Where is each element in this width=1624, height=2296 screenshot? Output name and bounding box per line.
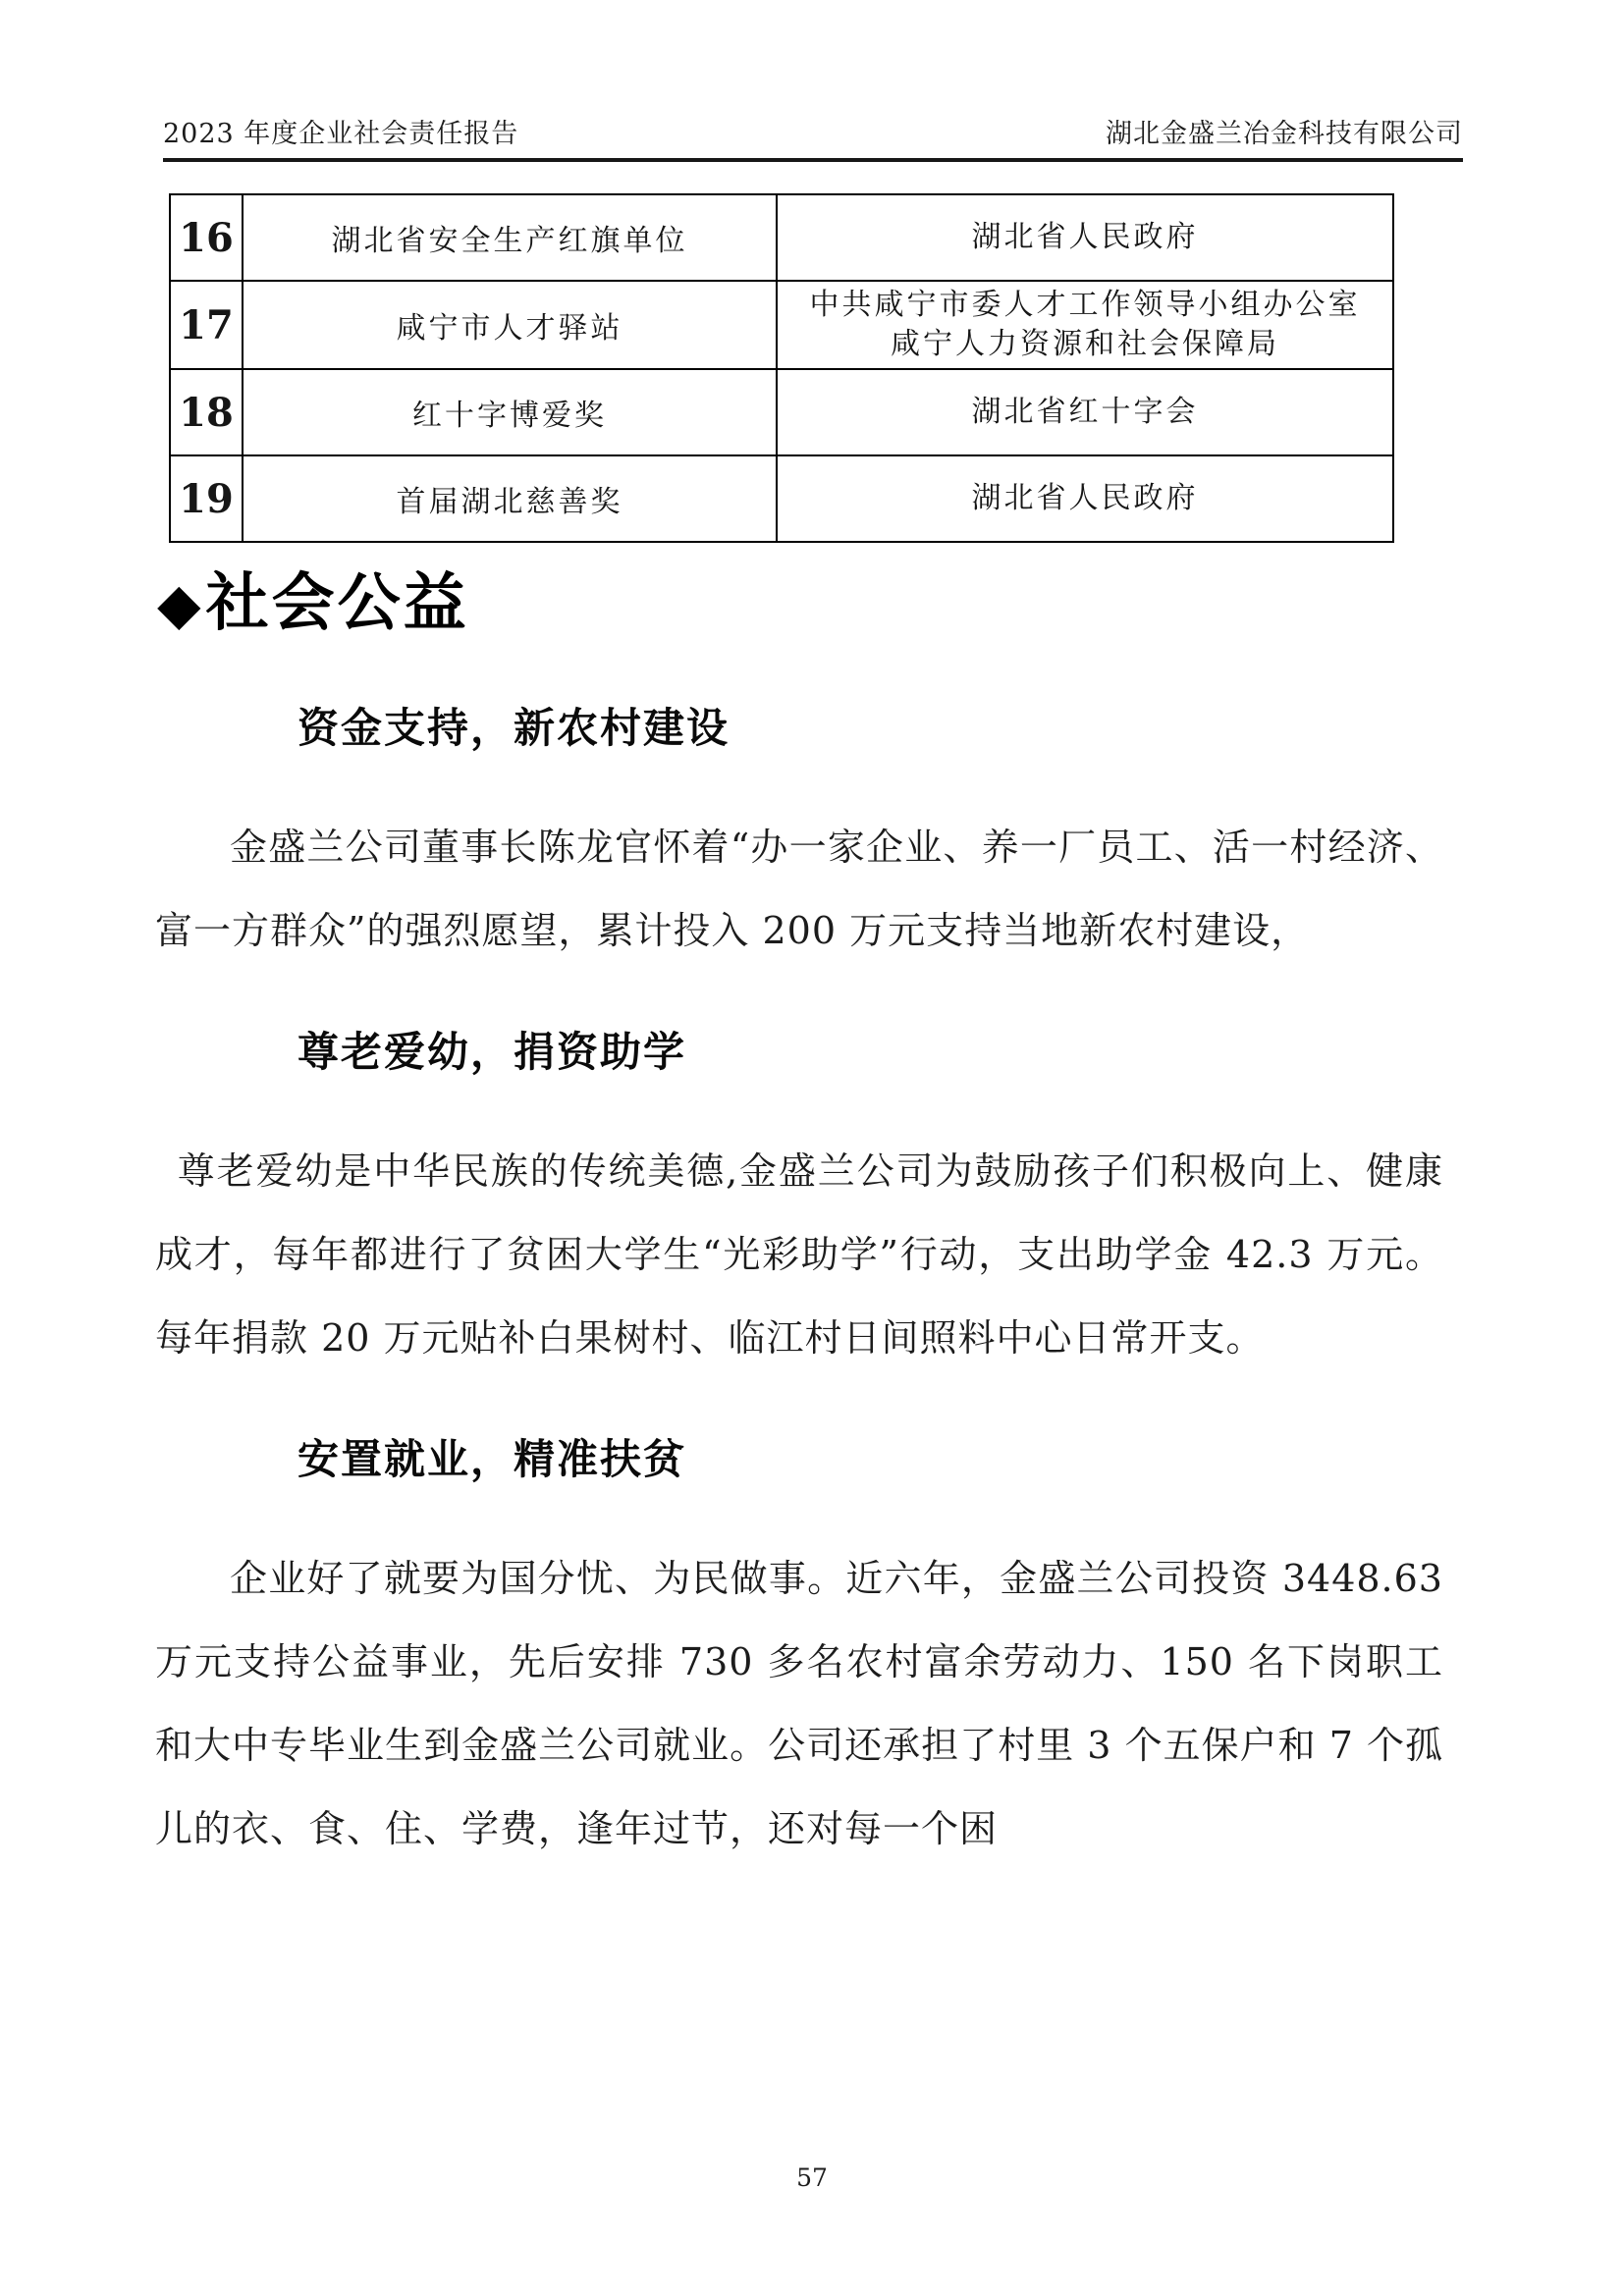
page-number: 57 xyxy=(796,2163,828,2192)
header-company-name: 湖北金盛兰冶金科技有限公司 xyxy=(1106,119,1463,149)
section-title xyxy=(157,559,1443,649)
subsection-heading-education: 尊老爱幼，捐资助学 xyxy=(298,1028,687,1076)
paragraph-employment: 企业好了就要为国分忧、为民做事。近六年，金盛兰公司投资 3448.63 万元支持公益事业，先后安排 730 多名农村富余劳动力、150 名下岗职工和大中专毕业生到金盛兰公司就业。公司还承担了村里 3 个五保户和 7 个孤儿的衣、食、住、学费，逢年过节，还对每一个困 xyxy=(155,1557,1443,1850)
award-no-cell: 19 xyxy=(170,455,243,542)
paragraph-funding: 金盛兰公司董事长陈龙官怀着“办一家企业、养一厂员工、活一村经济、富一方群众”的强烈愿望，累计投入 200 万元支持当地新农村建设， xyxy=(155,826,1443,952)
award-no-cell: 16 xyxy=(170,194,243,281)
award-name-cell: 首届湖北慈善奖 xyxy=(243,455,777,542)
award-no-cell: 17 xyxy=(170,281,243,369)
issuer-line: 湖北省人民政府 xyxy=(971,220,1199,254)
award-no-cell: 18 xyxy=(170,369,243,455)
table-row xyxy=(170,369,1393,455)
issuer-line: 中共咸宁市委人才工作领导小组办公室 xyxy=(809,288,1361,322)
section-title-text: 社会公益 xyxy=(205,566,469,640)
award-issuer-cell xyxy=(777,281,1393,369)
subsection-heading-employment: 安置就业，精准扶贫 xyxy=(298,1435,687,1483)
award-issuer-cell xyxy=(777,369,1393,455)
table-row xyxy=(170,281,1393,369)
diamond-bullet-icon: ◆ xyxy=(157,570,204,637)
issuer-line: 咸宁人力资源和社会保障局 xyxy=(891,327,1279,361)
award-name-cell: 咸宁市人才驿站 xyxy=(243,281,777,369)
award-issuer-cell xyxy=(777,455,1393,542)
award-name-cell: 红十字博爱奖 xyxy=(243,369,777,455)
subsection-heading-funding: 资金支持，新农村建设 xyxy=(298,704,731,752)
awards-table xyxy=(169,193,1394,543)
header-report-title: 2023 年度企业社会责任报告 xyxy=(163,119,519,149)
award-issuer-cell xyxy=(777,194,1393,281)
table-row xyxy=(170,455,1393,542)
page-header xyxy=(163,112,1463,162)
award-name-cell: 湖北省安全生产红旗单位 xyxy=(243,194,777,281)
issuer-line: 湖北省红十字会 xyxy=(971,395,1199,429)
table-row xyxy=(170,194,1393,281)
issuer-line: 湖北省人民政府 xyxy=(971,481,1199,515)
paragraph-education: 尊老爱幼是中华民族的传统美德,金盛兰公司为鼓励孩子们积极向上、健康成才，每年都进行了贫困大学生“光彩助学”行动，支出助学金 42.3 万元。每年捐款 20 万元贴补白果树村、临江村日间照料中心日常开支。 xyxy=(155,1149,1443,1360)
page-content xyxy=(155,193,1443,1871)
